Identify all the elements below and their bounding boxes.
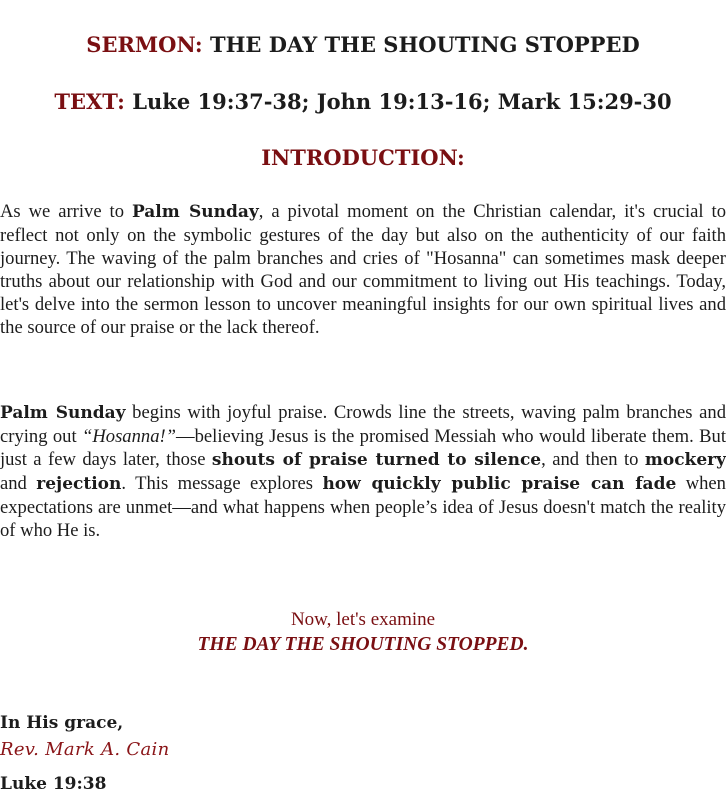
p2-text-1: begins with joyful praise. Crowds line the streets, waving palm branches and crying out <box>0 402 726 447</box>
closing-reference: Luke 19:38 <box>0 774 107 794</box>
introduction-paragraph-2 <box>0 401 726 542</box>
closing-salutation: In His grace, <box>0 713 124 733</box>
p1-text-1: As we arrive to <box>0 201 132 222</box>
p2-text-2: —believing Jesus is the promised Messiah who would liberate them. But just a few days later, those <box>0 426 726 470</box>
examine-line-2: THE DAY THE SHOUTING STOPPED. <box>197 634 529 655</box>
sermon-label: SERMON: <box>86 32 203 57</box>
scripture-references: Luke 19:37-38; John 19:13-16; Mark 15:29-30 <box>132 89 672 114</box>
introduction-paragraph-1 <box>0 200 726 339</box>
sermon-heading <box>0 32 726 58</box>
p1-bold-palm-sunday: Palm Sunday <box>131 202 259 222</box>
text-label: TEXT: <box>54 89 125 114</box>
p2-bold-praise-fade: how quickly public praise can fade <box>322 474 677 494</box>
p2-italic-hosanna: “Hosanna!” <box>82 426 177 447</box>
p2-bold-mockery: mockery <box>644 450 726 470</box>
signature: Rev. Mark A. Cain <box>0 739 170 760</box>
p2-bold-palm-sunday: Palm Sunday <box>0 403 126 423</box>
p2-text-5: . This message explores <box>121 473 323 494</box>
p2-bold-shouts: shouts of praise turned to silence <box>211 450 542 470</box>
p2-bold-rejection: rejection <box>36 474 122 494</box>
p2-text-3: , and then to <box>541 449 645 470</box>
examine-line-1: Now, let's examine <box>290 609 436 630</box>
sermon-title: THE DAY THE SHOUTING STOPPED <box>209 32 640 57</box>
introduction-heading: INTRODUCTION: <box>261 145 465 170</box>
text-heading <box>0 89 726 115</box>
p1-text-2: , a pivotal moment on the Christian calendar, it's crucial to reflect not only on the symbolic gestures of the day but also on the authenticity of our faith journey. The waving of the palm branches and cries of "Hosanna" can sometimes mask deeper truths about our relationship with God and our commitment to living out His teachings. Today, let's delve into the sermon lesson to uncover meaningful insights for our own spiritual lives and the source of our praise or the lack thereof. <box>0 201 726 338</box>
p2-text-4: and <box>0 473 37 494</box>
p2-text-6: when expectations are unmet—and what happens when people’s idea of Jesus doesn't match the reality of who He is. <box>0 473 726 541</box>
